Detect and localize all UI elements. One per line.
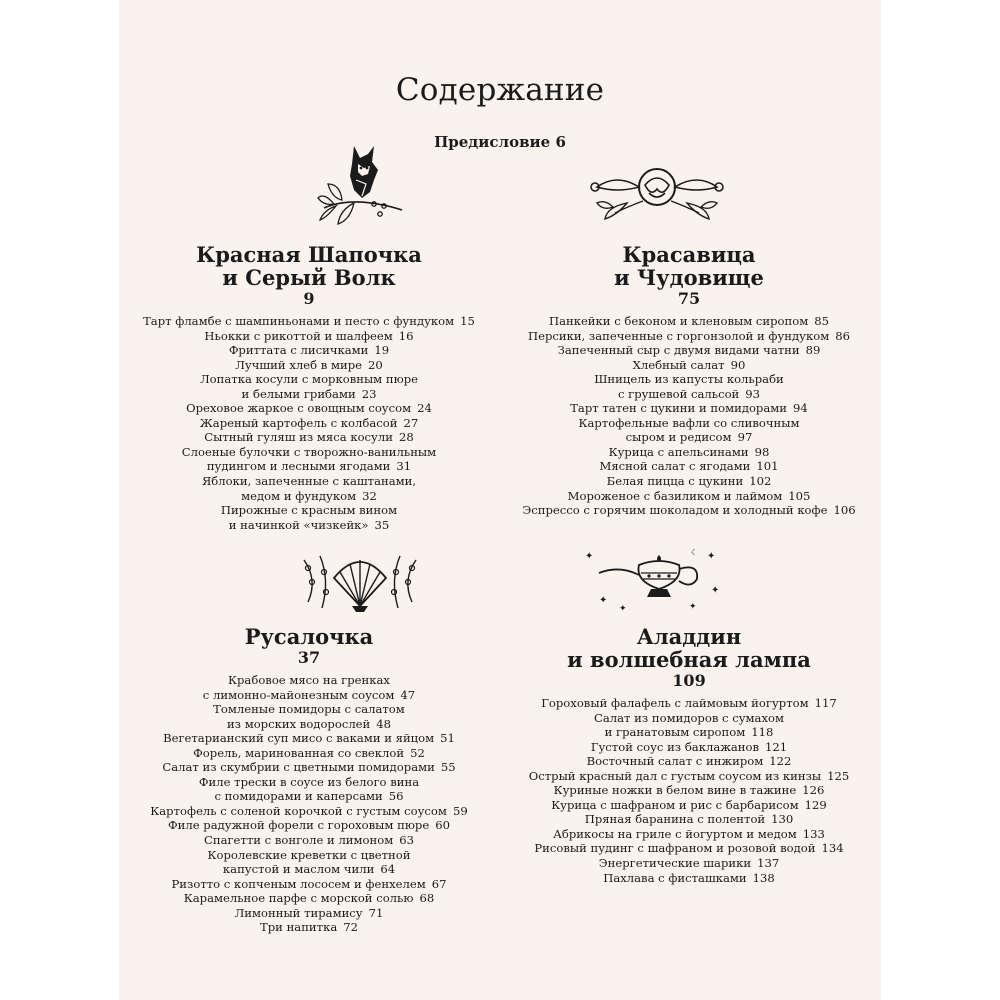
recipe-title: Густой соус из баклажанов xyxy=(590,739,760,754)
recipe-title: Филе трески в соусе из белого вина xyxy=(198,774,420,789)
recipe-title: Лучший хлеб в мире xyxy=(235,357,362,372)
recipe-entry[interactable] xyxy=(509,798,869,813)
recipe-page-number: 16 xyxy=(398,328,414,343)
recipe-page-number: 117 xyxy=(814,696,837,710)
recipe-title: и гранатовым сиропом xyxy=(604,725,746,740)
recipe-entry[interactable] xyxy=(139,343,479,358)
recipe-entry[interactable] xyxy=(509,783,869,798)
recipe-entry[interactable] xyxy=(139,688,479,703)
section-red-riding-hood xyxy=(139,243,479,532)
recipe-title: Карамельное парфе с морской солью xyxy=(183,891,414,906)
recipe-title: Лимонный тирамису xyxy=(234,905,363,920)
recipe-page-number: 125 xyxy=(827,768,850,783)
recipe-title: Вегетарианский суп мисо с ваками и яйцом xyxy=(163,731,435,746)
recipe-title: Фриттата с лисичками xyxy=(228,343,369,358)
recipe-page-number: 102 xyxy=(749,474,772,489)
recipe-page-number: 72 xyxy=(343,920,358,935)
recipe-page-number: 130 xyxy=(771,812,794,827)
magic-lamp-illustration xyxy=(579,545,729,615)
recipe-entry[interactable] xyxy=(139,702,479,717)
recipe-title: Филе радужной форели с гороховым пюре xyxy=(168,818,430,833)
recipe-entry[interactable] xyxy=(139,848,479,863)
recipe-entry[interactable] xyxy=(509,503,869,518)
recipe-entry[interactable] xyxy=(509,430,869,445)
recipe-title: Форель, маринованная со свеклой xyxy=(193,745,405,760)
recipe-title: Картофельные вафли со сливочным xyxy=(578,415,800,430)
seashell-illustration xyxy=(300,550,420,615)
recipe-entry[interactable] xyxy=(509,871,869,886)
recipe-title: Персики, запеченные с горгонзолой и фундуком xyxy=(527,328,830,343)
recipe-title: Белая пицца с цукини xyxy=(606,474,744,489)
recipe-title: Пирожные с красным вином xyxy=(220,503,398,518)
recipe-entry[interactable] xyxy=(139,906,479,921)
recipe-title: Мясной салат с ягодами xyxy=(599,459,751,474)
recipe-page-number: 90 xyxy=(730,357,746,372)
recipe-title: медом и фундуком xyxy=(241,488,357,503)
page-title: Содержание xyxy=(395,72,605,108)
recipe-title: Королевские креветки с цветной xyxy=(207,847,411,862)
recipe-title: Пахлава с фисташками xyxy=(603,870,747,885)
recipe-page-number: 121 xyxy=(765,739,788,754)
recipe-entry[interactable] xyxy=(139,314,479,329)
recipe-entry[interactable] xyxy=(509,474,869,489)
recipe-entry[interactable] xyxy=(509,827,869,842)
recipe-page-number: 27 xyxy=(403,415,419,430)
recipe-list xyxy=(509,314,869,518)
recipe-entry[interactable] xyxy=(139,459,479,474)
recipe-entry[interactable] xyxy=(509,459,869,474)
recipe-title: Салат из скумбрии с цветными помидорами xyxy=(162,760,435,775)
recipe-title: Шницель из капусты кольраби xyxy=(594,372,784,387)
recipe-title: из морских водорослей xyxy=(226,716,371,731)
recipe-entry[interactable] xyxy=(509,740,869,755)
recipe-page-number: 20 xyxy=(368,357,383,372)
recipe-title: капустой и маслом чили xyxy=(222,862,375,877)
recipe-entry[interactable] xyxy=(509,754,869,769)
section-page-number: 9 xyxy=(303,289,315,308)
recipe-title: Сытный гуляш из мяса косули xyxy=(204,430,393,445)
recipe-entry[interactable] xyxy=(139,920,479,935)
recipe-title: Салат из помидоров с сумахом xyxy=(593,710,785,725)
recipe-title: Пряная баранина с полентой xyxy=(584,812,766,827)
recipe-title: Ньокки с рикоттой и шалфеем xyxy=(204,328,393,343)
recipe-entry[interactable] xyxy=(509,711,869,726)
svg-text:✦: ✦ xyxy=(599,595,608,606)
recipe-title: с лимонно-майонезным соусом xyxy=(202,687,395,702)
recipe-entry[interactable] xyxy=(509,489,869,504)
recipe-title: с помидорами и каперсами xyxy=(214,789,383,804)
recipe-entry[interactable] xyxy=(509,812,869,827)
recipe-title: Курица с шафраном и рис с барбарисом xyxy=(551,797,799,812)
svg-text:✦: ✦ xyxy=(707,551,716,562)
recipe-entry[interactable] xyxy=(509,416,869,431)
recipe-page-number: 138 xyxy=(752,870,775,885)
recipe-page-number: 32 xyxy=(362,488,377,503)
recipe-title: и белыми грибами xyxy=(241,386,356,401)
recipe-entry[interactable] xyxy=(509,329,869,344)
recipe-entry[interactable] xyxy=(509,696,869,711)
recipe-entry[interactable] xyxy=(139,673,479,688)
recipe-title: Тарт татен с цукини и помидорами xyxy=(570,401,788,416)
section-little-mermaid xyxy=(139,625,479,935)
recipe-entry[interactable] xyxy=(139,329,479,344)
recipe-page-number: 47 xyxy=(400,687,416,702)
recipe-title: Эспрессо с горячим шоколадом и холодный кофе xyxy=(522,503,828,518)
recipe-entry[interactable] xyxy=(139,474,479,489)
section-page-number: 109 xyxy=(672,671,706,690)
recipe-entry[interactable] xyxy=(139,445,479,460)
section-title-line-1: Аладдин xyxy=(636,624,742,649)
recipe-title: Ризотто с копченым лососем и фенхелем xyxy=(171,876,426,891)
recipe-title: Томленые помидоры с салатом xyxy=(213,702,405,717)
recipe-page-number: 55 xyxy=(440,760,456,775)
recipe-title: Крабовое мясо на гренках xyxy=(228,673,390,687)
recipe-page-number: 98 xyxy=(754,444,770,459)
recipe-entry[interactable] xyxy=(139,804,479,819)
recipe-list xyxy=(509,696,869,885)
recipe-entry[interactable] xyxy=(139,731,479,746)
recipe-page-number: 101 xyxy=(756,459,779,474)
recipe-entry[interactable] xyxy=(139,818,479,833)
recipe-page-number: 118 xyxy=(751,725,774,740)
section-title-line-2: и Серый Волк xyxy=(222,265,396,290)
recipe-page-number: 129 xyxy=(804,797,827,812)
recipe-page-number: 94 xyxy=(793,401,808,416)
recipe-page-number: 71 xyxy=(368,905,384,920)
recipe-entry[interactable] xyxy=(139,760,479,775)
recipe-title: Запеченный сыр с двумя видами чатни xyxy=(557,343,800,358)
svg-text:✦: ✦ xyxy=(689,602,697,612)
recipe-page-number: 56 xyxy=(388,789,404,804)
preface-label: Предисловие xyxy=(434,133,551,151)
recipe-page-number: 35 xyxy=(374,517,390,532)
recipe-entry[interactable] xyxy=(509,387,869,402)
recipe-page-number: 60 xyxy=(435,818,450,833)
recipe-page-number: 106 xyxy=(833,503,856,518)
recipe-entry[interactable] xyxy=(509,725,869,740)
recipe-entry[interactable] xyxy=(139,358,479,373)
recipe-page-number: 48 xyxy=(376,716,392,731)
section-title-line-1: Русалочка xyxy=(244,624,374,649)
recipe-entry[interactable] xyxy=(509,401,869,416)
recipe-page-number: 23 xyxy=(361,386,377,401)
section-title-line-1: Красавица xyxy=(622,242,756,267)
book-page xyxy=(119,0,881,1000)
recipe-title: Мороженое с базиликом и лаймом xyxy=(567,488,783,503)
recipe-title: Три напитка xyxy=(260,920,338,935)
svg-text:✦: ✦ xyxy=(619,604,627,614)
recipe-title: Картофель с соленой корочкой с густым соусом xyxy=(150,803,447,818)
recipe-title: Энергетические шарики xyxy=(598,856,752,871)
svg-text:✦: ✦ xyxy=(711,585,720,596)
recipe-page-number: 63 xyxy=(399,833,415,848)
recipe-page-number: 137 xyxy=(757,856,780,871)
recipe-title: Жареный картофель с колбасой xyxy=(199,415,398,430)
recipe-entry[interactable] xyxy=(509,343,869,358)
recipe-page-number: 97 xyxy=(737,430,753,445)
recipe-title: с грушевой сальсой xyxy=(617,386,740,401)
recipe-page-number: 105 xyxy=(788,488,811,503)
recipe-title: пудингом и лесными ягодами xyxy=(206,459,391,474)
recipe-page-number: 134 xyxy=(821,841,844,856)
recipe-list xyxy=(139,314,479,532)
recipe-entry[interactable] xyxy=(139,891,479,906)
recipe-page-number: 122 xyxy=(769,754,792,769)
recipe-page-number: 28 xyxy=(398,430,414,445)
recipe-entry[interactable] xyxy=(139,775,479,790)
recipe-title: Гороховый фалафель с лаймовым йогуртом xyxy=(541,696,809,710)
recipe-entry[interactable] xyxy=(139,503,479,518)
recipe-entry[interactable] xyxy=(139,401,479,416)
recipe-title: Острый красный дал с густым соусом из кинзы xyxy=(528,768,822,783)
recipe-title: Хлебный салат xyxy=(632,357,725,372)
recipe-page-number: 59 xyxy=(452,803,468,818)
section-page-number: 37 xyxy=(297,648,321,667)
recipe-page-number: 31 xyxy=(396,459,412,474)
recipe-title: Курица с апельсинами xyxy=(608,444,749,459)
recipe-title: Абрикосы на гриле с йогуртом и медом xyxy=(553,826,797,841)
wolf-with-branch-illustration xyxy=(314,140,409,232)
section-page-number: 75 xyxy=(677,289,701,308)
svg-text:✦: ✦ xyxy=(585,551,594,562)
recipe-page-number: 133 xyxy=(802,826,825,841)
section-title-line-2: и волшебная лампа xyxy=(567,647,811,672)
preface-entry[interactable] xyxy=(119,133,881,151)
recipe-page-number: 52 xyxy=(410,745,425,760)
recipe-list xyxy=(139,673,479,935)
recipe-entry[interactable] xyxy=(509,445,869,460)
recipe-page-number: 126 xyxy=(802,783,825,798)
recipe-page-number: 67 xyxy=(431,876,447,891)
recipe-page-number: 86 xyxy=(835,328,851,343)
recipe-title: Слоеные булочки с творожно-ванильным xyxy=(181,444,437,459)
recipe-entry[interactable] xyxy=(139,789,479,804)
section-aladdin xyxy=(509,625,869,885)
recipe-entry[interactable] xyxy=(139,862,479,877)
recipe-entry[interactable] xyxy=(509,769,869,784)
section-beauty-and-beast xyxy=(509,243,869,518)
section-title-line-2: и Чудовище xyxy=(614,265,764,290)
recipe-title: Тарт фламбе с шампиньонами и песто с фундуком xyxy=(143,314,455,328)
recipe-entry[interactable] xyxy=(139,430,479,445)
recipe-entry[interactable] xyxy=(139,877,479,892)
recipe-title: Спагетти с вонголе и лимоном xyxy=(203,833,394,848)
recipe-entry[interactable] xyxy=(139,416,479,431)
recipe-entry[interactable] xyxy=(139,489,479,504)
recipe-entry[interactable] xyxy=(139,518,479,533)
recipe-entry[interactable] xyxy=(139,746,479,761)
recipe-page-number: 64 xyxy=(380,862,396,877)
recipe-page-number: 19 xyxy=(374,343,390,358)
recipe-entry[interactable] xyxy=(139,372,479,387)
recipe-entry[interactable] xyxy=(509,856,869,871)
recipe-entry[interactable] xyxy=(139,387,479,402)
recipe-title: Ореховое жаркое с овощным соусом xyxy=(186,401,412,416)
recipe-title: Яблоки, запеченные с каштанами, xyxy=(201,474,417,489)
recipe-page-number: 89 xyxy=(805,343,821,358)
recipe-title: Панкейки с беконом и кленовым сиропом xyxy=(548,314,809,328)
recipe-page-number: 15 xyxy=(460,314,475,328)
svg-text:☾: ☾ xyxy=(691,548,699,557)
recipe-page-number: 85 xyxy=(814,314,830,328)
recipe-entry[interactable] xyxy=(139,717,479,732)
recipe-entry[interactable] xyxy=(509,314,869,329)
recipe-entry[interactable] xyxy=(509,841,869,856)
recipe-title: и начинкой «чизкейк» xyxy=(228,517,369,532)
section-title-line-1: Красная Шапочка xyxy=(196,242,422,267)
recipe-entry[interactable] xyxy=(139,833,479,848)
recipe-entry[interactable] xyxy=(509,358,869,373)
rose-with-leaves-illustration xyxy=(587,163,727,228)
recipe-title: Куриные ножки в белом вине в тажине xyxy=(553,783,797,798)
recipe-page-number: 68 xyxy=(419,891,435,906)
recipe-title: Рисовый пудинг с шафраном и розовой водой xyxy=(534,841,816,856)
preface-page: 6 xyxy=(555,133,566,151)
recipe-page-number: 51 xyxy=(440,731,455,746)
recipe-page-number: 93 xyxy=(745,386,761,401)
recipe-page-number: 24 xyxy=(417,401,432,416)
recipe-title: Лопатка косули с морковным пюре xyxy=(200,372,418,387)
recipe-entry[interactable] xyxy=(509,372,869,387)
recipe-title: сыром и редисом xyxy=(625,430,732,445)
recipe-title: Восточный салат с инжиром xyxy=(586,754,764,769)
